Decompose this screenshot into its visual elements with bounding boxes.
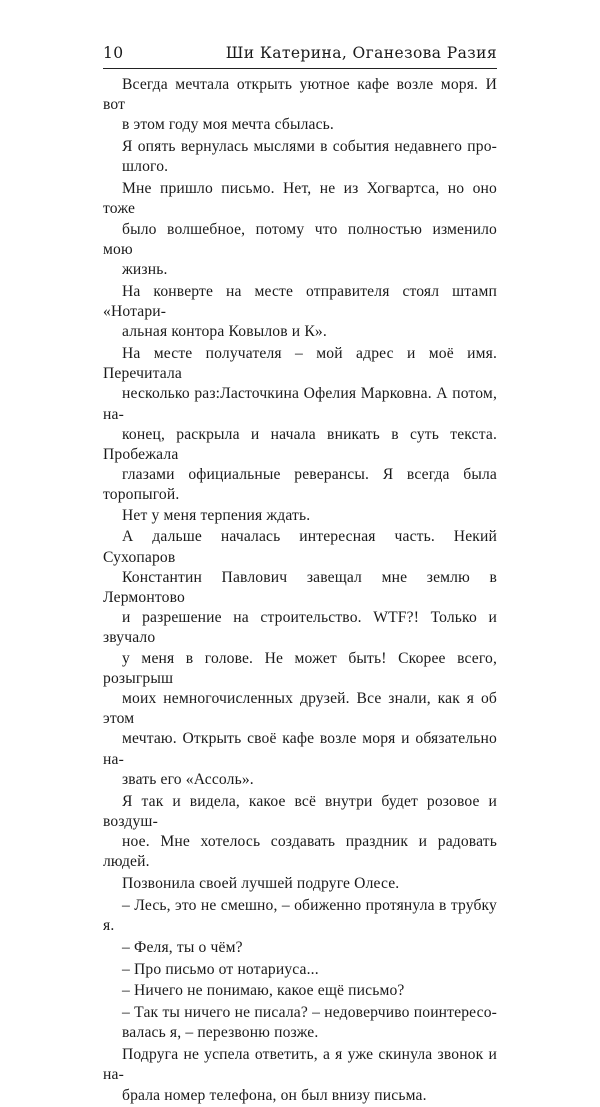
- text-line: и разрешение на строительство. WTF?! Только и звучало: [103, 609, 497, 647]
- text-line: альная контора Ковылов и К».: [122, 323, 327, 341]
- paragraph: [103, 527, 497, 790]
- text-line: брала номер телефона, он был внизу письма.: [122, 1086, 427, 1104]
- text-line: – Ничего не понимаю, какое ещё письмо?: [122, 982, 405, 1000]
- text-line: мечтаю. Открыть своё кафе возле моря и обязательно на-: [103, 730, 497, 768]
- text-line: глазами официальные реверансы. Я всегда была торопыгой.: [103, 466, 497, 504]
- text-line: – Лесь, это не смешно, – обиженно протянула в трубку я.: [103, 896, 497, 935]
- text-line: Позвонила своей лучшей подруге Олесе.: [122, 875, 400, 893]
- text-line: – Про письмо от нотариуса...: [122, 960, 319, 978]
- paragraph: [103, 896, 497, 936]
- text-line: – Так ты ничего не писала? – недоверчиво поинтересо-: [122, 1004, 497, 1022]
- paragraph: [103, 938, 497, 958]
- paragraph: [103, 981, 497, 1001]
- text-line: На месте получателя – мой адрес и моё имя. Перечитала: [103, 345, 497, 383]
- paragraph: [103, 179, 497, 280]
- paragraph: [103, 792, 497, 873]
- text-line: – Феля, ты о чём?: [122, 938, 243, 956]
- text-line: было волшебное, потому что полностью изменило мою: [103, 220, 497, 258]
- paragraph: [103, 282, 497, 343]
- body-text: [103, 75, 497, 1107]
- text-line: Мне пришло письмо. Нет, не из Хогвартса, но оно тоже: [103, 180, 497, 218]
- text-line: Я опять вернулась мыслями в события недавнего про-: [122, 138, 497, 156]
- paragraph: [103, 1003, 497, 1043]
- paragraph: [103, 344, 497, 526]
- text-line: Подруга не успела ответить, а я уже скинула звонок и на-: [103, 1046, 497, 1084]
- running-head: [103, 40, 497, 69]
- text-line: несколько раз:Ласточкина Офелия Марковна. А потом, на-: [103, 385, 497, 423]
- paragraph: [103, 137, 497, 177]
- text-line: жизнь.: [122, 261, 168, 279]
- text-line: конец, раскрыла и начала вникать в суть текста. Пробежала: [103, 425, 497, 464]
- page-number: 10: [103, 44, 124, 62]
- text-line: звать его «Ассоль».: [122, 770, 254, 788]
- text-line: Нет у меня терпения ждать.: [122, 506, 311, 524]
- paragraph: [103, 874, 497, 894]
- text-line: А дальше началась интересная часть. Некий Сухопаров: [103, 528, 497, 566]
- text-line: в этом году моя мечта сбылась.: [122, 116, 334, 134]
- text-line: Константин Павлович завещал мне землю в Лермонтово: [103, 568, 497, 607]
- paragraph: [103, 75, 497, 136]
- text-line: На конверте на месте отправителя стоял штамп «Нотари-: [103, 282, 497, 321]
- text-line: валась я, – перезвоню позже.: [122, 1024, 319, 1042]
- paragraph: [103, 960, 497, 980]
- text-line: Я так и видела, какое всё внутри будет розовое и воздуш-: [103, 792, 497, 830]
- text-line: шлого.: [122, 158, 169, 176]
- text-line: Всегда мечтала открыть уютное кафе возле моря. И вот: [103, 76, 497, 114]
- running-title: Ши Катерина, Оганезова Разия: [225, 44, 497, 62]
- paragraph: [103, 1045, 497, 1106]
- text-line: моих немногочисленных друзей. Все знали, как я об этом: [103, 690, 497, 728]
- text-line: ное. Мне хотелось создавать праздник и радовать людей.: [103, 833, 497, 871]
- text-line: у меня в голове. Не может быть! Скорее всего, розыгрыш: [103, 649, 497, 687]
